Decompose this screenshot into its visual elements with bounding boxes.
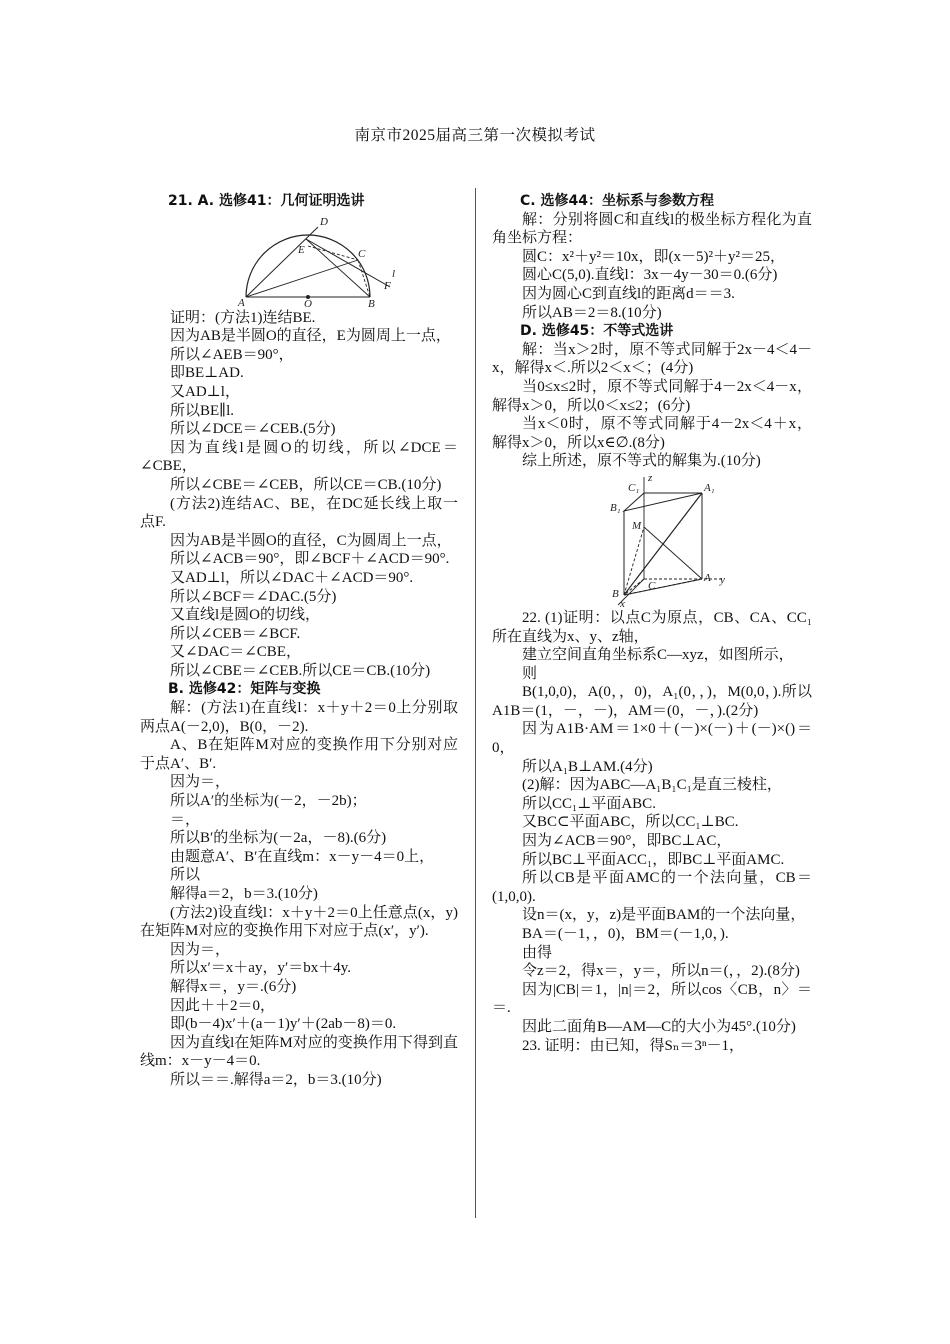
text-line: 解：(方法1)在直线l：x＋y＋2＝0上分别取两点A(－2,0)，B(0，－2). — [140, 700, 458, 735]
text-line: 所以∠DCE＝∠CEB.(5分) — [170, 421, 336, 438]
label-y: y — [720, 573, 725, 586]
label-b: B — [368, 297, 375, 307]
section-21a-heading: 21. A. 选修41：几何证明选讲 — [168, 193, 365, 209]
label-c1: C₁ — [628, 481, 640, 494]
text-line: 所以 — [170, 867, 201, 884]
text-line: 因为直线l在矩阵M对应的变换作用下得到直线m：x－y－4＝0. — [140, 1034, 458, 1070]
text-line: ＝， — [170, 811, 201, 828]
text-line: 所以∠CBE＝∠CEB.所以CE＝CB.(10分) — [170, 662, 431, 679]
label-c: C — [358, 247, 366, 260]
semicircle-diagram — [234, 213, 404, 307]
text-line: 综上所述，原不等式的解集为.(10分) — [522, 453, 761, 470]
label-d: D — [320, 215, 328, 228]
text-line: 因为|CB|＝1，|n|＝2，所以cos〈CB，n〉＝＝. — [492, 981, 812, 1017]
label-x: x — [620, 597, 625, 607]
section-21d-heading: D. 选修45：不等式选讲 — [520, 323, 674, 340]
text-line: 则 — [522, 665, 538, 682]
text-line: 又AD⊥l， — [170, 383, 240, 400]
text-line: 所以∠ACB＝90°，即∠BCF＋∠ACD＝90°. — [170, 551, 450, 568]
label-a: A — [704, 571, 711, 584]
text-line: 证明：(方法1)连结BE. — [170, 309, 316, 326]
left-column — [140, 192, 458, 1090]
text-line: 所以B′的坐标为(－2a，－8).(6分) — [170, 830, 387, 847]
text-line: 圆心C(5,0).直线l：3x－4y－30＝0.(6分) — [522, 267, 778, 284]
prism-diagram — [610, 473, 730, 607]
label-b: B — [612, 587, 619, 600]
label-e: E — [298, 243, 305, 256]
column-divider — [475, 188, 476, 1218]
text-line: 所以x′＝x＋ay，y′＝bx＋4y. — [170, 960, 351, 977]
text-line: 所以CC₁⊥平面ABC. — [522, 795, 656, 812]
right-column — [492, 192, 812, 1055]
text-line: 又直线l是圆O的切线， — [170, 607, 321, 624]
text-line: 即(b－4)x′＋(a－1)y′＋(2ab－8)＝0. — [170, 1016, 397, 1033]
text-line: 由题意A′、B′在直线m：x－y－4＝0上， — [170, 848, 435, 865]
text-line: 设n＝(x，y，z)是平面BAM的一个法向量， — [522, 907, 806, 924]
text-line: 又BC⊂平面ABC，所以CC₁⊥BC. — [522, 814, 739, 831]
text-line: 所以BE∥l. — [170, 402, 235, 419]
text-line: (方法2)设直线l：x＋y＋2＝0上任意点(x，y)在矩阵M对应的变换作用下对应于点(x′，y′). — [140, 904, 458, 940]
text-line: 所以A₁B⊥AM.(4分) — [522, 758, 653, 775]
text-line: 因为＝， — [170, 941, 231, 958]
text-line: 所以∠CBE＝∠CEB，所以CE＝CB.(10分) — [170, 476, 442, 493]
text-line: 所以∠AEB＝90°， — [170, 346, 294, 363]
label-m: M — [632, 519, 642, 532]
text-line: 因为AB是半圆O的直径，E为圆周上一点， — [170, 328, 451, 345]
text-line: 又AD⊥l，所以∠DAC＋∠ACD＝90°. — [170, 569, 414, 586]
label-a1: A₁ — [704, 481, 715, 494]
text-line: 因此二面角B—AM—C的大小为45°.(10分) — [522, 1018, 796, 1035]
prism-figure — [610, 473, 812, 607]
text-line: 即BE⊥AD. — [170, 365, 244, 382]
text-line: B(1,0,0)，A(0，，0)，A₁(0，，)，M(0,0，).所以A1B＝(1，－，－)，AM＝(0，－，).(2分) — [492, 684, 812, 719]
text-line: 当x＜0时，原不等式同解于4－2x＜4＋x，解得x＞0，所以x∈∅.(8分) — [492, 416, 812, 451]
label-f: F — [384, 279, 391, 292]
label-b1: B₁ — [610, 501, 621, 514]
label-o: O — [304, 297, 312, 307]
text-line: 因此＋＋2＝0， — [170, 997, 276, 1014]
text-line: (方法2)连结AC、BE，在DC延长线上取一点F. — [140, 495, 458, 531]
text-line: A、B在矩阵M对应的变换作用下分别对应于点A′、B′. — [140, 737, 458, 772]
text-line: 解得x＝，y＝.(6分) — [170, 978, 297, 995]
text-line: 由得 — [522, 944, 553, 961]
text-line: 所以＝＝.解得a＝2，b＝3.(10分) — [170, 1071, 382, 1088]
text-line: 23. 证明：由已知，得Sₙ＝3ⁿ－1， — [522, 1037, 745, 1054]
text-line: 又∠DAC＝∠CBE， — [170, 644, 301, 661]
text-line: 所以CB是平面AMC的一个法向量，CB＝(1,0,0). — [492, 870, 812, 905]
text-line: 当0≤x≤2时，原不等式同解于4－2x＜4－x，解得x＞0，所以0＜x≤2；(6分) — [492, 378, 812, 414]
page-title: 南京市2025届高三第一次模拟考试 — [354, 127, 596, 144]
text-line: 因为＝， — [170, 774, 231, 791]
section-21b-heading: B. 选修42：矩阵与变换 — [168, 681, 321, 698]
text-line: 圆C：x²＋y²＝10x，即(x－5)²＋y²＝25， — [522, 248, 785, 265]
text-line: 解：分别将圆C和直线l的极坐标方程化为直角坐标方程： — [492, 211, 812, 247]
text-line: 因为直线l是圆O的切线，所以∠DCE＝∠CBE， — [140, 439, 458, 475]
text-line: 因为∠ACB＝90°，即BC⊥AC， — [522, 833, 732, 850]
text-line: 建立空间直角坐标系C—xyz，如图所示， — [522, 647, 794, 664]
text-line: 解得a＝2，b＝3.(10分) — [170, 886, 318, 902]
text-line: 所以AB＝2＝8.(10分) — [522, 304, 662, 321]
label-c: C — [648, 579, 656, 592]
section-21c-heading: C. 选修44：坐标系与参数方程 — [520, 193, 714, 209]
label-z: z — [648, 472, 653, 484]
semicircle-figure — [234, 213, 458, 307]
text-line: 所以∠BCF＝∠DAC.(5分) — [170, 588, 337, 605]
text-line: BA＝(－1，，0)，BM＝(－1,0，). — [522, 926, 729, 942]
label-a: A — [238, 296, 245, 307]
label-l: l — [392, 267, 396, 280]
text-line: 所以A′的坐标为(－2，－2b)； — [170, 793, 367, 810]
text-line: 所以BC⊥平面ACC₁，即BC⊥平面AMC. — [522, 851, 785, 868]
text-line: 解：当x＞2时，原不等式同解于2x－4＜4－x，解得x＜.所以2＜x＜；(4分) — [492, 341, 812, 377]
text-line: (2)解：因为ABC—A₁B₁C₁是直三棱柱， — [522, 777, 782, 794]
text-line: 因为A1B·AM＝1×0＋(－)×(－)＋(－)×()＝0， — [492, 721, 812, 757]
text-line: 所以∠CEB＝∠BCF. — [170, 625, 301, 642]
text-line: 因为AB是半圆O的直径，C为圆周上一点， — [170, 532, 452, 549]
text-line: 因为圆心C到直线l的距离d＝＝3. — [522, 285, 735, 302]
text-line: 22. (1)证明：以点C为原点，CB、CA、CC₁所在直线为x、y、z轴， — [492, 609, 812, 645]
text-line: 令z＝2，得x＝，y＝，所以n＝(，，2).(8分) — [522, 963, 800, 980]
